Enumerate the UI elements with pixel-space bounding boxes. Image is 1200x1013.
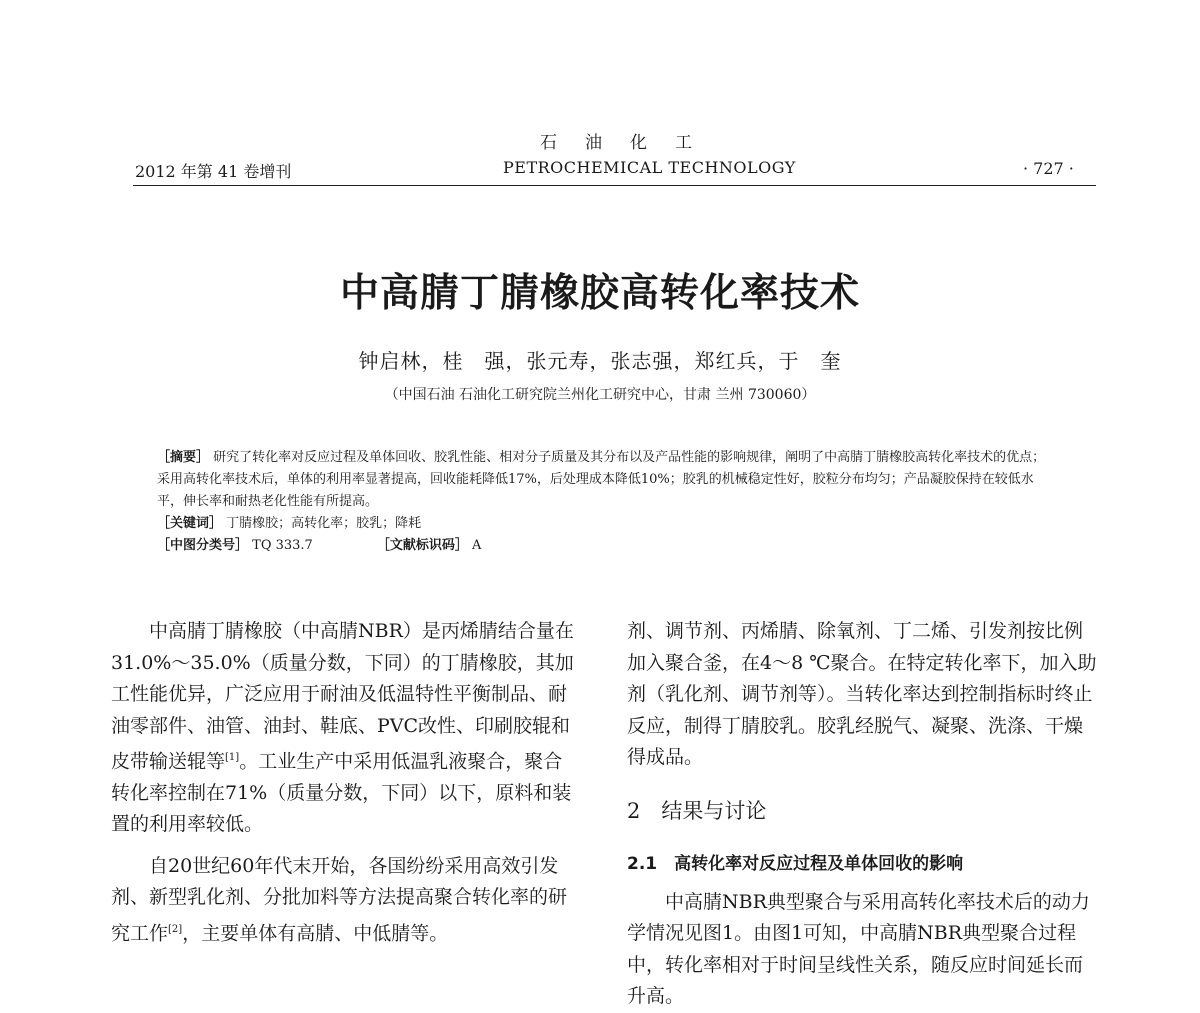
author-list: 钟启林，桂 强，张元寿，张志强，郑红兵，于 奎 bbox=[358, 349, 842, 373]
body-paragraph: 剂、调节剂、丙烯腈、除氧剂、丁二烯、引发剂按比例加入聚合釜，在4～8 ℃聚合。在特定转化率下，加入助剂（乳化剂、调节剂等）。当转化率达到控制指标时终止反应，制得丁腈胶乳。胶乳经脱气、凝聚、洗涤、干燥得成品。 bbox=[627, 620, 1097, 768]
header-rule bbox=[133, 185, 1096, 186]
doc-code-value: A bbox=[467, 538, 482, 553]
body-column-right bbox=[627, 616, 1097, 1013]
affiliation: （中国石油 石油化工研究院兰州化工研究中心，甘肃 兰州 730060） bbox=[384, 387, 816, 403]
classification-line bbox=[157, 535, 1057, 557]
journal-name-en: PETROCHEMICAL TECHNOLOGY bbox=[503, 158, 796, 177]
clc-value: TQ 333.7 bbox=[248, 538, 313, 553]
citation-ref: [1] bbox=[225, 752, 240, 763]
abstract-label: ［摘要］ bbox=[157, 450, 210, 465]
body-text: ，主要单体有高腈、中低腈等。 bbox=[182, 922, 449, 945]
body-paragraph bbox=[111, 616, 581, 841]
section-heading: 2 结果与讨论 bbox=[627, 798, 767, 823]
body-text: 中高腈丁腈橡胶（中高腈NBR）是丙烯腈结合量在31.0%～35.0%（质量分数，下同）的丁腈橡胶，其加工性能优异，广泛应用于耐油及低温特性平衡制品、耐油零部件、油管、油封、鞋底、PVC改性、印刷胶辊和皮带输送辊等 bbox=[111, 620, 574, 773]
paper-title: 中高腈丁腈橡胶高转化率技术 bbox=[339, 271, 860, 316]
body-paragraph: 中高腈NBR典型聚合与采用高转化率技术后的动力学情况见图1。由图1可知，中高腈NBR典型聚合过程中，转化率相对于时间呈线性关系，随反应时间延长而升高。 bbox=[627, 890, 1090, 1007]
journal-name-cn: 石油化工 bbox=[540, 133, 720, 153]
abstract-block bbox=[157, 447, 1057, 557]
subsection-heading: 2.1 高转化率对反应过程及单体回收的影响 bbox=[627, 854, 964, 874]
citation-ref: [2] bbox=[168, 923, 183, 935]
page-number: · 727 · bbox=[1023, 159, 1074, 178]
keywords-line bbox=[157, 513, 1057, 535]
clc-label: ［中图分类号］ bbox=[157, 538, 249, 553]
keywords-label: ［关键词］ bbox=[157, 516, 223, 531]
body-text: 。工业生产中采用低温乳液聚合，聚合转化率控制在71%（质量分数，下同）以下，原料和装置的利用率较低。 bbox=[111, 750, 572, 836]
body-paragraph bbox=[111, 851, 581, 950]
issue-info: 2012 年第 41 卷增刊 bbox=[135, 162, 292, 181]
abstract-paragraph bbox=[157, 447, 1057, 513]
keywords-text: 丁腈橡胶；高转化率；胶乳；降耗 bbox=[222, 516, 422, 531]
doc-code-label: ［文献标识码］ bbox=[376, 538, 468, 553]
body-text: 自20世纪60年代末开始，各国纷纷采用高效引发剂、新型乳化剂、分批加料等方法提高聚合转化率的研究工作 bbox=[111, 854, 568, 945]
abstract-text: 研究了转化率对反应过程及单体回收、胶乳性能、相对分子质量及其分布以及产品性能的影响规律，阐明了中高腈丁腈橡胶高转化率技术的优点；采用高转化率技术后，单体的利用率显著提高，回收能耗降低17%，后处理成本降低10%；胶乳的机械稳定性好，胶粒分布均匀；产品凝胶保持在较低水平，伸长率和耐热老化性能有所提高。 bbox=[157, 450, 1046, 509]
body-column-left bbox=[111, 616, 581, 950]
